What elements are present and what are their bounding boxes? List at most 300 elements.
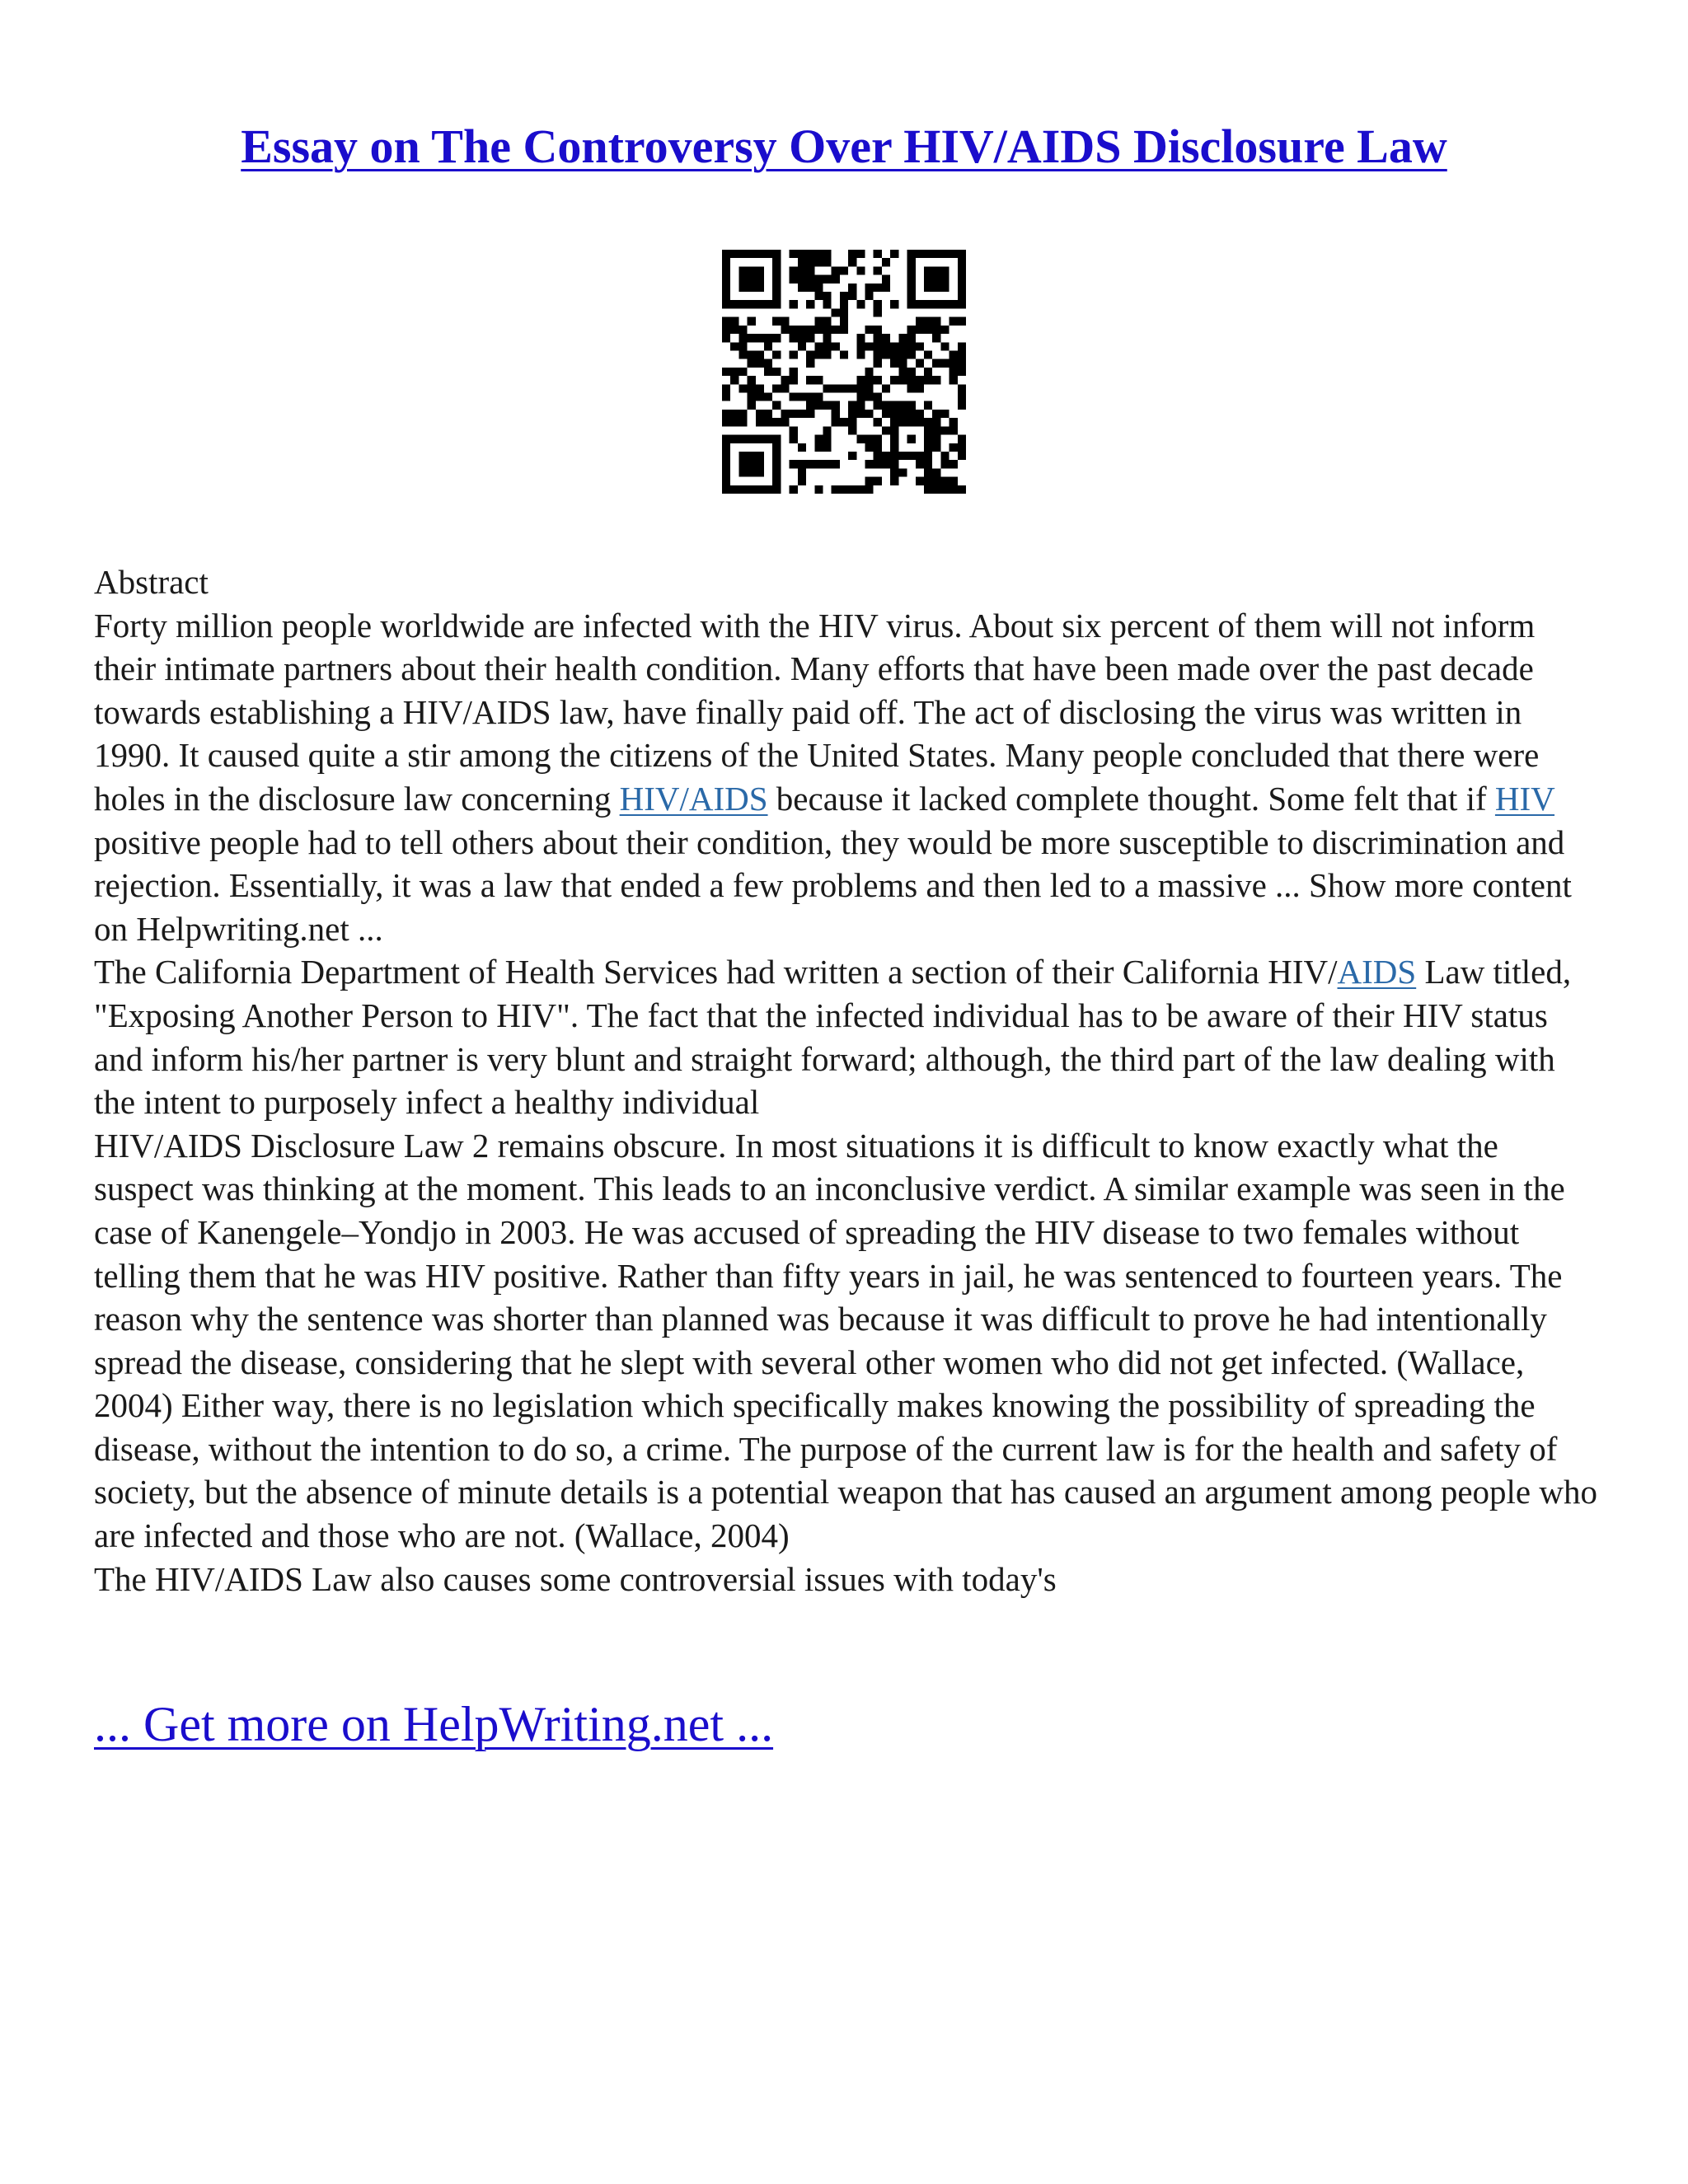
qr-module — [932, 376, 940, 384]
qr-module — [882, 401, 890, 410]
qr-module — [950, 300, 958, 308]
qr-module — [932, 468, 940, 476]
qr-module — [958, 359, 966, 368]
qr-module — [840, 292, 848, 300]
qr-module — [814, 350, 823, 359]
qr-module — [940, 460, 949, 468]
qr-module — [890, 418, 898, 426]
qr-module — [940, 477, 949, 485]
qr-module — [840, 266, 848, 274]
qr-module — [898, 368, 907, 376]
qr-module — [950, 359, 958, 368]
qr-module — [848, 384, 856, 392]
qr-module — [907, 326, 916, 334]
qr-module — [856, 376, 865, 384]
qr-module — [874, 460, 882, 468]
qr-module — [924, 368, 932, 376]
qr-module — [756, 468, 764, 476]
qr-module — [924, 284, 932, 292]
qr-module — [907, 350, 916, 359]
qr-module — [958, 317, 966, 326]
qr-module — [848, 258, 856, 266]
qr-module — [856, 393, 865, 401]
qr-module — [940, 284, 949, 292]
qr-module — [940, 426, 949, 434]
qr-module — [738, 334, 747, 342]
qr-module — [958, 443, 966, 452]
qr-module — [814, 326, 823, 334]
qr-module — [856, 300, 865, 308]
qr-module — [722, 284, 730, 292]
qr-module — [924, 266, 932, 274]
paragraph-2 — [94, 950, 1602, 1123]
qr-module — [874, 452, 882, 460]
qr-module — [848, 250, 856, 258]
qr-module — [882, 342, 890, 350]
qr-module — [730, 250, 738, 258]
qr-module — [898, 468, 907, 476]
qr-module — [874, 300, 882, 308]
qr-module — [840, 317, 848, 326]
qr-module — [924, 300, 932, 308]
qr-module — [756, 250, 764, 258]
qr-module — [798, 443, 806, 452]
title-link[interactable]: Essay on The Controversy Over HIV/AIDS Disclosure Law — [241, 120, 1447, 173]
qr-module — [940, 342, 949, 350]
qr-module — [874, 342, 882, 350]
qr-module — [722, 477, 730, 485]
qr-module — [840, 300, 848, 308]
qr-module — [823, 401, 831, 410]
qr-module — [907, 384, 916, 392]
qr-module — [772, 317, 781, 326]
qr-module — [958, 485, 966, 494]
qr-module — [772, 368, 781, 376]
qr-module — [865, 443, 874, 452]
qr-module — [730, 376, 738, 384]
qr-module — [781, 317, 789, 326]
qr-module — [832, 308, 840, 316]
qr-module — [814, 460, 823, 468]
qr-module — [722, 468, 730, 476]
qr-module — [856, 384, 865, 392]
qr-module — [772, 250, 781, 258]
qr-module — [823, 258, 831, 266]
qr-module — [848, 485, 856, 494]
qr-module — [832, 460, 840, 468]
qr-module — [874, 350, 882, 359]
qr-module — [865, 376, 874, 384]
qr-module — [806, 334, 814, 342]
qr-module — [756, 418, 764, 426]
qr-module — [806, 460, 814, 468]
qr-module — [898, 334, 907, 342]
qr-module — [882, 452, 890, 460]
qr-module — [874, 435, 882, 443]
qr-module — [856, 334, 865, 342]
qr-module — [781, 326, 789, 334]
get-more-section — [94, 1691, 773, 1757]
qr-module — [840, 384, 848, 392]
qr-module — [764, 300, 772, 308]
qr-module — [882, 275, 890, 284]
qr-module — [823, 342, 831, 350]
qr-module — [806, 350, 814, 359]
qr-module — [748, 266, 756, 274]
qr-module — [848, 292, 856, 300]
qr-module — [932, 418, 940, 426]
qr-module — [722, 410, 730, 418]
qr-module — [848, 452, 856, 460]
qr-module — [874, 443, 882, 452]
qr-module — [840, 350, 848, 359]
qr-module — [916, 250, 924, 258]
qr-module — [772, 477, 781, 485]
qr-module — [790, 275, 798, 284]
qr-module — [940, 410, 949, 418]
qr-module — [916, 410, 924, 418]
qr-module — [890, 477, 898, 485]
qr-module — [874, 376, 882, 384]
qr-module — [748, 460, 756, 468]
qr-module — [798, 250, 806, 258]
qr-module — [874, 308, 882, 316]
hiv-link[interactable]: HIV — [1494, 779, 1555, 818]
qr-module — [756, 284, 764, 292]
qr-module — [856, 350, 865, 359]
qr-module — [848, 410, 856, 418]
qr-module — [790, 435, 798, 443]
qr-module — [940, 359, 949, 368]
qr-module — [814, 401, 823, 410]
qr-module — [832, 266, 840, 274]
qr-module — [738, 368, 747, 376]
qr-module — [932, 326, 940, 334]
qr-module — [772, 418, 781, 426]
qr-module — [730, 368, 738, 376]
qr-module — [730, 342, 738, 350]
qr-module — [874, 250, 882, 258]
qr-module — [756, 485, 764, 494]
qr-module — [756, 266, 764, 274]
qr-module — [790, 485, 798, 494]
qr-module — [856, 250, 865, 258]
qr-module — [874, 284, 882, 292]
qr-module — [772, 334, 781, 342]
qr-module — [898, 401, 907, 410]
qr-module — [764, 334, 772, 342]
qr-module — [950, 443, 958, 452]
qr-module — [722, 384, 730, 392]
qr-module — [890, 401, 898, 410]
qr-module — [738, 350, 747, 359]
qr-module — [730, 410, 738, 418]
qr-module — [772, 468, 781, 476]
qr-module — [890, 426, 898, 434]
qr-module — [874, 418, 882, 426]
qr-module — [730, 317, 738, 326]
qr-module — [832, 401, 840, 410]
qr-module — [924, 350, 932, 359]
qr-module — [748, 384, 756, 392]
qr-module — [756, 334, 764, 342]
qr-module — [958, 292, 966, 300]
qr-module — [907, 292, 916, 300]
qr-module — [882, 350, 890, 359]
qr-module — [756, 275, 764, 284]
qr-module — [924, 468, 932, 476]
qr-module — [874, 401, 882, 410]
qr-module — [916, 359, 924, 368]
qr-module — [907, 334, 916, 342]
qr-module — [940, 250, 949, 258]
qr-module — [798, 266, 806, 274]
qr-module — [764, 250, 772, 258]
aids-link[interactable]: AIDS — [1337, 953, 1417, 991]
qr-module — [958, 452, 966, 460]
qr-module — [806, 410, 814, 418]
qr-module — [882, 410, 890, 418]
qr-module — [798, 258, 806, 266]
qr-module — [907, 342, 916, 350]
qr-code-icon — [722, 250, 966, 494]
qr-module — [856, 342, 865, 350]
qr-module — [748, 334, 756, 342]
qr-module — [932, 485, 940, 494]
qr-module — [856, 410, 865, 418]
qr-module — [806, 359, 814, 368]
qr-module — [790, 426, 798, 434]
qr-module — [748, 350, 756, 359]
qr-module — [806, 401, 814, 410]
qr-module — [907, 250, 916, 258]
qr-module — [748, 300, 756, 308]
qr-module — [823, 350, 831, 359]
qr-module — [874, 326, 882, 334]
qr-module — [748, 359, 756, 368]
qr-module — [790, 393, 798, 401]
qr-module — [722, 300, 730, 308]
qr-module — [924, 326, 932, 334]
qr-module — [932, 443, 940, 452]
qr-module — [748, 275, 756, 284]
qr-module — [722, 435, 730, 443]
qr-module — [764, 410, 772, 418]
qr-module — [907, 266, 916, 274]
qr-module — [907, 410, 916, 418]
hiv-aids-link[interactable]: HIV/AIDS — [619, 779, 768, 818]
qr-module — [924, 418, 932, 426]
qr-module — [756, 350, 764, 359]
qr-module — [756, 410, 764, 418]
qr-module — [916, 376, 924, 384]
qr-module — [764, 368, 772, 376]
qr-module — [907, 300, 916, 308]
qr-module — [756, 460, 764, 468]
qr-module — [790, 376, 798, 384]
qr-module — [806, 376, 814, 384]
qr-module — [958, 266, 966, 274]
qr-module — [772, 452, 781, 460]
qr-module — [814, 292, 823, 300]
qr-module — [940, 326, 949, 334]
qr-module — [790, 368, 798, 376]
qr-module — [814, 443, 823, 452]
qr-module — [932, 477, 940, 485]
qr-module — [856, 266, 865, 274]
qr-module — [806, 258, 814, 266]
paragraph-1-text-c: positive people had to tell others about their condition, they would be more susceptible to discrimination and rejection. Essentially, it was a law that ended a few problems and then led to a massive ... Show more content on Helpwriting.net ... — [94, 823, 1572, 948]
abstract-heading: Abstract — [94, 563, 209, 601]
qr-module — [958, 250, 966, 258]
qr-module — [856, 435, 865, 443]
qr-module — [950, 418, 958, 426]
qr-module — [748, 401, 756, 410]
qr-module — [958, 258, 966, 266]
qr-module — [738, 468, 747, 476]
qr-module — [832, 410, 840, 418]
qr-module — [898, 350, 907, 359]
qr-module — [890, 350, 898, 359]
qr-module — [806, 326, 814, 334]
qr-module — [756, 452, 764, 460]
qr-module — [798, 342, 806, 350]
qr-module — [856, 485, 865, 494]
qr-module — [722, 485, 730, 494]
qr-module — [907, 435, 916, 443]
qr-module — [738, 326, 747, 334]
qr-module — [798, 468, 806, 476]
qr-module — [738, 452, 747, 460]
qr-module — [890, 300, 898, 308]
qr-module — [790, 334, 798, 342]
qr-module — [958, 300, 966, 308]
qr-module — [738, 284, 747, 292]
qr-module — [722, 317, 730, 326]
get-more-link[interactable]: ... Get more on HelpWriting.net ... — [94, 1697, 774, 1751]
qr-module — [772, 401, 781, 410]
qr-module — [924, 250, 932, 258]
qr-module — [907, 368, 916, 376]
qr-module — [748, 435, 756, 443]
qr-module — [722, 275, 730, 284]
qr-module — [882, 460, 890, 468]
qr-module — [950, 250, 958, 258]
qr-module — [772, 258, 781, 266]
qr-module — [798, 410, 806, 418]
qr-module — [756, 384, 764, 392]
qr-module — [907, 258, 916, 266]
qr-module — [823, 275, 831, 284]
qr-module — [772, 275, 781, 284]
qr-module — [823, 460, 831, 468]
qr-module — [748, 250, 756, 258]
qr-module — [865, 284, 874, 292]
qr-module — [772, 350, 781, 359]
qr-module — [958, 342, 966, 350]
qr-module — [950, 368, 958, 376]
qr-module — [916, 317, 924, 326]
qr-module — [790, 410, 798, 418]
qr-module — [738, 384, 747, 392]
qr-module — [722, 258, 730, 266]
qr-module — [916, 326, 924, 334]
qr-module — [950, 485, 958, 494]
qr-module — [840, 326, 848, 334]
qr-module — [806, 266, 814, 274]
qr-module — [932, 275, 940, 284]
qr-module — [950, 460, 958, 468]
qr-module — [865, 384, 874, 392]
qr-module — [814, 485, 823, 494]
qr-module — [756, 359, 764, 368]
qr-module — [874, 393, 882, 401]
qr-module — [832, 418, 840, 426]
qr-module — [730, 435, 738, 443]
qr-module — [764, 393, 772, 401]
qr-module — [890, 468, 898, 476]
qr-module — [932, 317, 940, 326]
qr-module — [823, 317, 831, 326]
qr-module — [722, 418, 730, 426]
qr-module — [764, 418, 772, 426]
qr-module — [781, 376, 789, 384]
qr-module — [916, 384, 924, 392]
qr-module — [814, 376, 823, 384]
qr-module — [730, 300, 738, 308]
qr-module — [890, 443, 898, 452]
qr-module — [874, 477, 882, 485]
qr-module — [748, 284, 756, 292]
qr-module — [798, 275, 806, 284]
qr-module — [932, 300, 940, 308]
qr-module — [814, 317, 823, 326]
qr-module — [823, 384, 831, 392]
qr-module — [874, 334, 882, 342]
qr-module — [907, 418, 916, 426]
paragraph-1-text-a: Forty million people worldwide are infected with the HIV virus. About six percent of them will not inform their intimate partners about their health condition. Many efforts that have been made over the past decade towards establishing a HIV/AIDS law, have finally paid off. The act of disclosing the virus was written in 1990. It caused quite a stir among the citizens of the United States. Many people concluded that there were holes in the disclosure law concerning — [94, 606, 1540, 818]
qr-module — [882, 258, 890, 266]
qr-module — [722, 460, 730, 468]
qr-module — [890, 376, 898, 384]
qr-module — [865, 485, 874, 494]
qr-module — [738, 250, 747, 258]
qr-module — [756, 300, 764, 308]
qr-module — [898, 376, 907, 384]
qr-module — [823, 300, 831, 308]
qr-module — [814, 275, 823, 284]
qr-module — [932, 250, 940, 258]
qr-module — [790, 266, 798, 274]
qr-module — [823, 435, 831, 443]
qr-module — [907, 284, 916, 292]
qr-module — [865, 460, 874, 468]
qr-module — [730, 326, 738, 334]
qr-module — [924, 275, 932, 284]
qr-module — [722, 326, 730, 334]
qr-module — [832, 326, 840, 334]
qr-module — [832, 342, 840, 350]
qr-module — [772, 460, 781, 468]
qr-module — [890, 342, 898, 350]
qr-module — [882, 334, 890, 342]
qr-module — [748, 452, 756, 460]
qr-module — [790, 250, 798, 258]
qr-module — [907, 452, 916, 460]
qr-module — [798, 477, 806, 485]
qr-module — [874, 359, 882, 368]
qr-module — [924, 317, 932, 326]
